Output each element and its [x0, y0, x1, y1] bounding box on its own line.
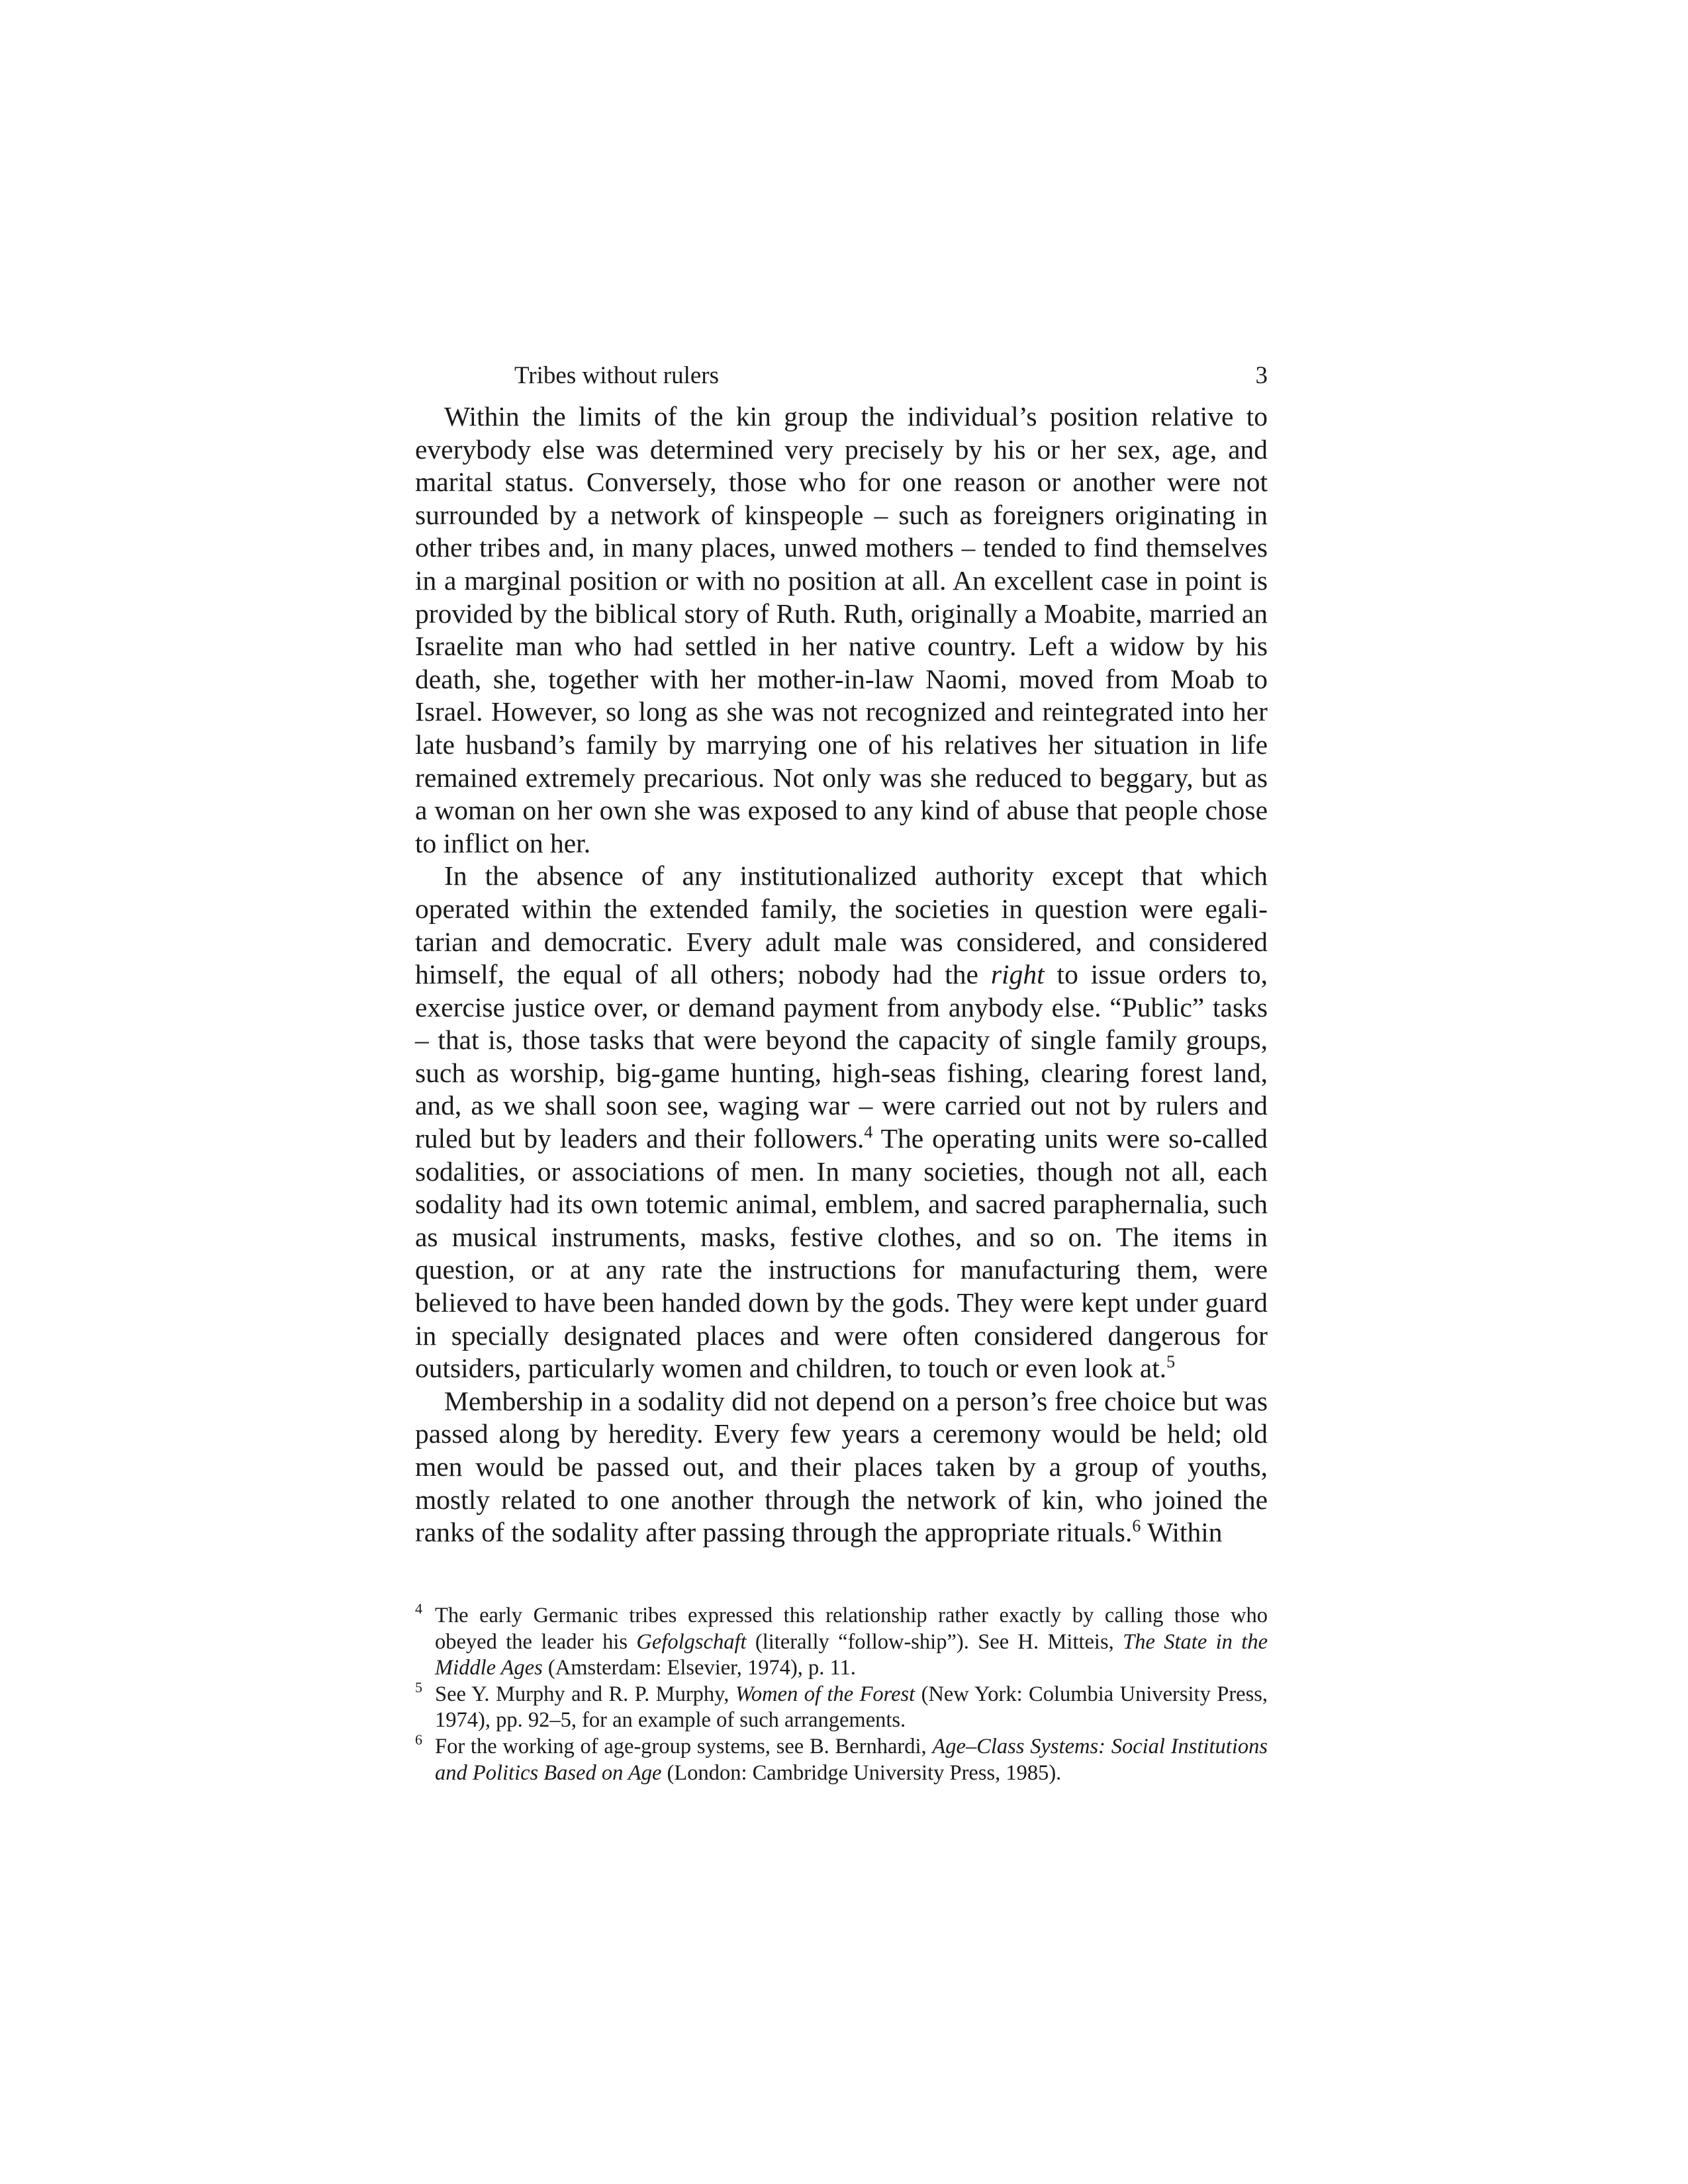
- footnote-4-title-1: Gefolgschaft: [636, 1629, 747, 1654]
- footnote-4-text-b: (literally “follow-ship”). See H. Mitteis,: [746, 1629, 1123, 1654]
- footnote-4: [415, 1600, 1268, 1682]
- footnote-ref-4[interactable]: 4: [864, 1122, 873, 1142]
- running-title: Tribes without rulers: [514, 362, 720, 389]
- footnotes: [415, 1600, 1268, 1786]
- paragraph-1: [415, 400, 1268, 860]
- paragraph-2-text-a: In the absence of any institutionalized authority except that which operated within the extended family, the societies in question were egalitarian and democratic. Every adult male was considered, and considered himself, the equal of all others; nobody had the: [415, 860, 1268, 990]
- paragraph-2-emphasis: right: [990, 959, 1045, 990]
- footnote-ref-6[interactable]: 6: [1132, 1516, 1141, 1536]
- footnote-number: 5: [415, 1678, 422, 1696]
- footnote-6: [415, 1731, 1268, 1786]
- footnote-6-text-a: For the working of age-group systems, see B. Bernhardi,: [435, 1734, 933, 1758]
- paragraph-3-text-a: Membership in a sodality did not depend on a person’s free choice but was passed along by heredity. Every few years a ceremony would be held; old men would be passed out, and their places taken by a group of youths, mostly related to one another through the network of kin, who joined the ranks of the sodality after passing through the appropriate rituals.: [415, 1385, 1268, 1548]
- footnote-5: [415, 1678, 1268, 1734]
- paragraph-2-text-b: to issue orders to, exercise justice over, or demand payment from anybody else. “Public” tasks – that is, those tasks that were beyond the capacity of single family groups, such as worship, big-game hunting, high-seas fishing, clearing forest land, and, as we shall soon see, waging war – were carried out not by rulers and ruled but by leaders and their followers.: [415, 959, 1268, 1154]
- body-text: [415, 400, 1268, 1549]
- page-number: 3: [1255, 362, 1268, 389]
- footnote-5-title: Women of the Forest: [735, 1682, 915, 1706]
- footnote-number: 6: [415, 1731, 422, 1748]
- paragraph-3-text-b: Within: [1141, 1517, 1223, 1548]
- footnote-5-text-b: (New York: Columbia University Press, 1974), pp. 92–5, for an example of such arrangements.: [435, 1682, 1268, 1733]
- paragraph-3: [415, 1385, 1268, 1549]
- footnote-4-title-2: The State in the Middle Ages: [435, 1629, 1268, 1680]
- footnote-5-text-a: See Y. Murphy and R. P. Murphy,: [435, 1682, 735, 1706]
- footnote-4-text-c: (Amsterdam: Elsevier, 1974), p. 11.: [542, 1656, 856, 1680]
- footnote-number: 4: [415, 1600, 422, 1617]
- footnote-4-text-a: The early Germanic tribes expressed this relationship rather exactly by calling those who obeyed the leader his: [435, 1604, 1268, 1654]
- paragraph-2: [415, 860, 1268, 1385]
- paragraph-2-text-c: The operating units were so-called sodalities, or associations of men. In many societies, though not all, each sodality had its own totemic animal, emblem, and sacred paraphernalia, such as musical instruments, masks, festive clothes, and so on. The items in question, or at any rate the instructions for manufacturing them, were believed to have been handed down by the gods. They were kept under guard in specially designated places and were often considered dangerous for outsiders, particularly women and children, to touch or even look at.: [415, 1123, 1268, 1384]
- footnote-ref-5[interactable]: 5: [1166, 1352, 1176, 1372]
- footnote-6-title: Age–Class Systems: Social Institutions and Politics Based on Age: [435, 1734, 1268, 1785]
- footnote-6-text-b: (London: Cambridge University Press, 1985).: [661, 1760, 1062, 1785]
- paragraph-1-text: Within the limits of the kin group the individual’s position relative to everybody else was determined very precisely by his or her sex, age, and marital status. Conversely, those who for one reason or another were not surrounded by a network of kinspeople – such as foreigners originating in other tribes and, in many places, unwed mothers – tended to find themselves in a marginal position or with no position at all. An excellent case in point is provided by the biblical story of Ruth. Ruth, originally a Moabite, married an Israelite man who had settled in her native country. Left a widow by his death, she, together with her mother-in-law Naomi, moved from Moab to Israel. However, so long as she was not recognized and reintegrated into her late husband’s family by marrying one of his relatives her situation in life remained extremely precarious. Not only was she reduced to beggary, but as a woman on her own she was exposed to any kind of abuse that people chose to inflict on her.: [415, 401, 1268, 858]
- running-head: [514, 356, 1268, 396]
